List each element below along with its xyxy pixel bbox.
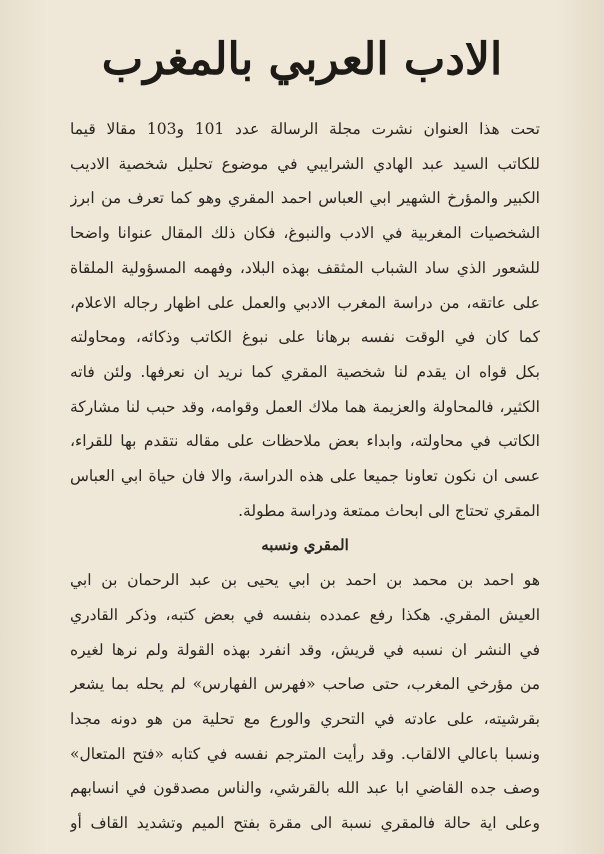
text-line: الكاتب في محاولته، وابداء بعض ملاحظات على مقاله نتقدم بها للقراء، xyxy=(70,432,540,451)
article-body xyxy=(70,112,540,841)
text-line: العيش المقري. هكذا رفع عمدده بنفسه في بعض كتبه، وذكر القادري xyxy=(70,605,540,624)
text-line: ونسبا باعالي الالقاب. وقد رأيت المترجم نفسه في كتابه «فتح المتعال» xyxy=(70,744,540,763)
paragraph-2 xyxy=(70,563,540,841)
text-line: هو احمد بن محمد بن احمد بن ابي يحيى بن عبد الرحمان بن ابي xyxy=(70,571,540,590)
text-line: من مؤرخي المغرب، حتى صاحب «فهرس الفهارس» لم يحله بما يشعر xyxy=(70,675,540,694)
text-line: في النشر ان نسبه في قريش، وقد انفرد بهذه القولة ولم نرها لغيره xyxy=(70,640,540,659)
text-line: على عاتقه، من دراسة المغرب الادبي والعمل على اظهار رجاله الاعلام، xyxy=(70,293,540,312)
text-line: للشعور الذي ساد الشباب المثقف بهذه البلاد، وفهمه المسؤولية الملقاة xyxy=(70,258,540,277)
text-line: المقري تحتاج الى ابحاث ممتعة ودراسة مطولة. xyxy=(238,501,540,520)
text-line: وصف جده القاضي ابا عبد الله بالقرشي، والناس مصدقون في انسابهم xyxy=(70,779,540,798)
text-line: وعلى اية حالة فالمقري نسبة الى مقرة بفتح الميم وتشديد القاف أو xyxy=(70,814,540,833)
text-line: الشخصيات المغربية في الادب والنبوغ، فكان ذلك المقال عنوانا واضحا xyxy=(70,224,540,243)
text-line: للكاتب السيد عبد الهادي الشرايبي في موضوع تحليل شخصية الاديب xyxy=(70,154,540,173)
text-line: تحت هذا العنوان نشرت مجلة الرسالة عدد 101 و103 مقالا قيما xyxy=(70,120,540,138)
text-line: كما كان في الوقت نفسه برهانا على نبوغ الكاتب وذكائه، ومحاولته xyxy=(70,328,540,347)
page-title: الادب العربي بالمغرب xyxy=(101,34,503,85)
text-line: بكل قواه ان يقدم لنا شخصية المقري كما نريد ان نعرفها. ولئن فاته xyxy=(70,362,540,381)
section-heading: المقري ونسبه xyxy=(261,536,349,555)
text-line: بقرشيته، على عادته في التحري والورع مع تحلية من هو دونه مجدا xyxy=(70,709,540,728)
text-line: عسى ان نكون تعاونا جميعا على هذه الدراسة، والا فان حياة ابي العباس xyxy=(70,467,540,486)
paragraph-1 xyxy=(70,112,540,528)
text-line: الكثير، فالمحاولة والعزيمة هما ملاك العمل وقوامه، وقد حبب لنا مشاركة xyxy=(70,397,540,416)
text-line: الكبير والمؤرخ الشهير ابي العباس احمد المقري وهو كما تعرف من ابرز xyxy=(70,189,540,208)
